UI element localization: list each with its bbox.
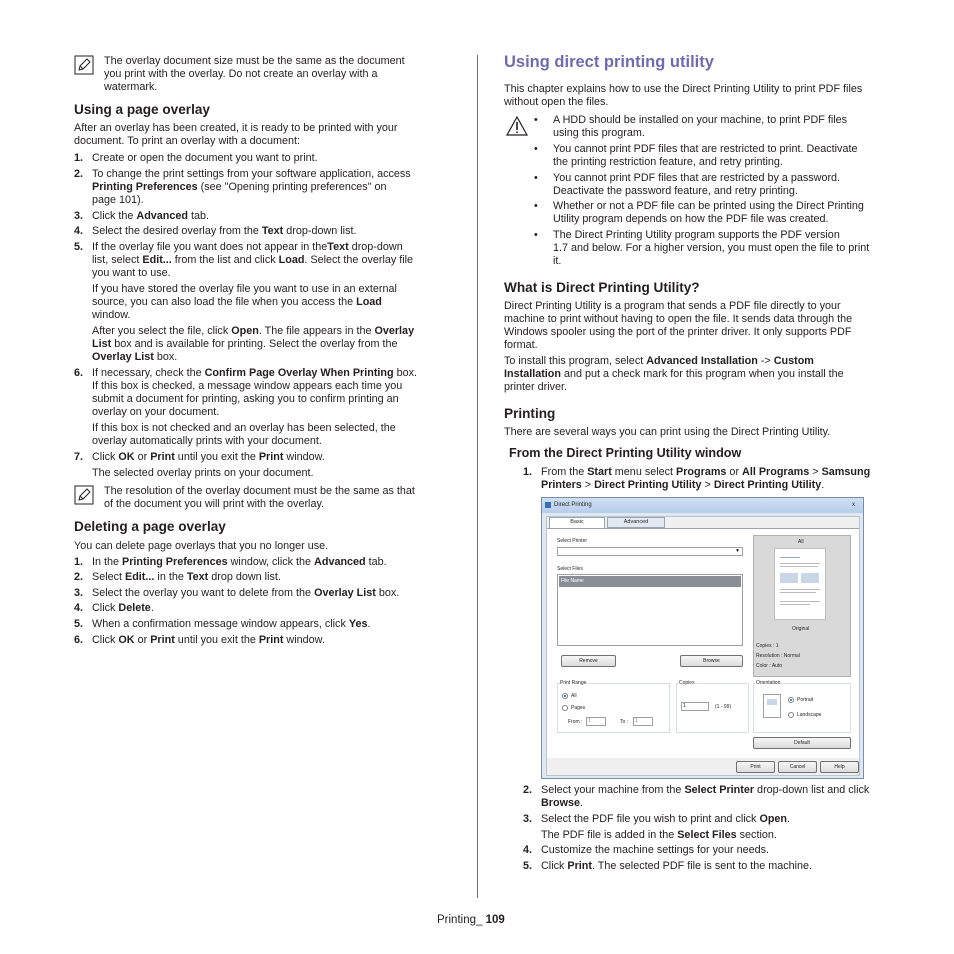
original-label: Original xyxy=(792,626,810,632)
radio-pages-label: Pages xyxy=(571,705,586,711)
select-files-list[interactable] xyxy=(557,574,743,646)
basic-panel xyxy=(547,528,859,758)
to-input[interactable]: 1 xyxy=(633,717,653,726)
orientation-preview-icon xyxy=(763,694,781,718)
radio-all[interactable] xyxy=(562,693,568,699)
radio-landscape[interactable] xyxy=(788,712,794,718)
footer-section: Printing_ xyxy=(437,914,486,926)
heading-what-is-dpu: What is Direct Printing Utility? xyxy=(504,280,700,295)
deleting-intro: You can delete page overlays that you no longer use. xyxy=(74,540,329,552)
page-number: 109 xyxy=(485,914,505,926)
orientation-label: Orientation xyxy=(756,680,781,686)
select-files-label: Select Files xyxy=(557,566,583,572)
copies-label: Copies xyxy=(679,680,695,686)
radio-all-label: All xyxy=(571,693,577,699)
radio-portrait[interactable] xyxy=(788,697,794,703)
radio-landscape-label: Landscape xyxy=(797,712,822,718)
select-printer-label: Select Printer xyxy=(557,538,588,544)
copies-info: Copies : 1 xyxy=(756,643,779,649)
page-footer xyxy=(437,914,505,927)
install-instructions: To install this program, select Advanced Installation -> Custom Installation and put a check mark for this program when you install the printer driver. xyxy=(504,355,844,393)
dialog-client xyxy=(546,516,860,776)
close-button[interactable]: x xyxy=(852,502,855,508)
copies-stepper[interactable]: 1 xyxy=(681,702,709,711)
printing-body: There are several ways you can print using the Direct Printing Utility. xyxy=(504,426,831,438)
select-printer-dropdown[interactable] xyxy=(557,547,743,556)
orientation-group xyxy=(753,680,851,733)
from-label: From : xyxy=(568,719,583,725)
tab-advanced[interactable]: Advanced xyxy=(607,517,665,528)
cancel-button[interactable]: Cancel xyxy=(778,761,817,773)
from-input[interactable]: 1 xyxy=(586,717,606,726)
note-pencil-icon xyxy=(74,485,94,505)
remove-button[interactable]: Remove xyxy=(561,655,616,667)
using-intro: After an overlay has been created, it is ready to be printed with your document. To print an overlay with a document: xyxy=(74,122,398,147)
heading-printing: Printing xyxy=(504,406,556,421)
print-range-label: Print Range xyxy=(560,680,587,686)
note-text: The resolution of the overlay document must be the same as that of the document you will print with the overlay. xyxy=(104,485,415,510)
heading-deleting-page-overlay: Deleting a page overlay xyxy=(74,519,226,534)
print-range-group xyxy=(557,680,670,733)
warning-icon xyxy=(506,116,528,136)
direct-printing-dialog xyxy=(541,497,864,779)
copies-group xyxy=(676,680,749,733)
copies-range: (1 - 99) xyxy=(715,704,732,710)
browse-button[interactable]: Browse xyxy=(680,655,743,667)
heading-from-window: From the Direct Printing Utility window xyxy=(509,446,742,460)
page-preview xyxy=(774,548,826,620)
column-divider xyxy=(477,55,478,898)
heading-using-page-overlay: Using a page overlay xyxy=(74,102,210,117)
color-info: Color : Auto xyxy=(756,663,783,669)
chapter-intro: This chapter explains how to use the Direct Printing Utility to print PDF files without open the files. xyxy=(504,83,863,108)
default-button[interactable]: Default xyxy=(753,737,851,749)
chapter-title: Using direct printing utility xyxy=(504,53,714,71)
what-body: Direct Printing Utility is a program that sends a PDF file directly to your machine to print without having to open the file. It sends data through the Windows spooler using the port of the printer driver. It only supports PDF format. xyxy=(504,300,853,351)
file-name-header: File Name xyxy=(559,576,741,587)
note-text: The overlay document size must be the same as the document you print with the overlay. Do not create an overlay with a watermark. xyxy=(104,55,405,93)
preview-label: All xyxy=(798,539,804,545)
help-button[interactable]: Help xyxy=(820,761,859,773)
preview-pane xyxy=(753,535,851,677)
radio-pages[interactable] xyxy=(562,705,568,711)
tab-basic[interactable]: Basic xyxy=(549,517,605,528)
to-label: To : xyxy=(620,719,629,725)
note-pencil-icon xyxy=(74,55,94,75)
dialog-title: Direct Printing xyxy=(554,502,592,508)
resolution-info: Resolution : Normal xyxy=(756,653,800,659)
radio-portrait-label: Portrait xyxy=(797,697,814,703)
app-icon xyxy=(545,502,551,508)
chevron-down-icon: ▼ xyxy=(735,548,740,554)
print-button[interactable]: Print xyxy=(736,761,775,773)
dialog-titlebar xyxy=(542,498,863,513)
